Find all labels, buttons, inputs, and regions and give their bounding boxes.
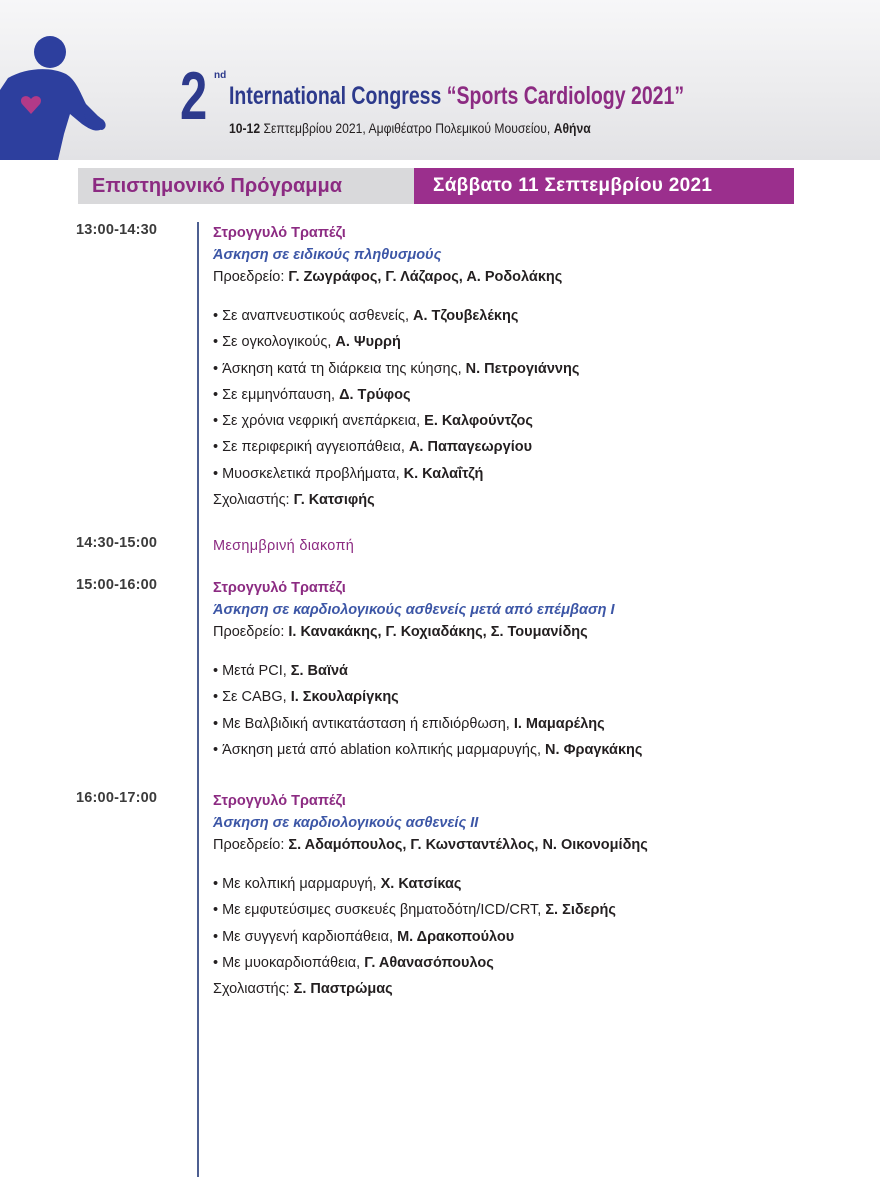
ordinal-suffix: nd [214,70,227,81]
session-content [213,535,853,558]
commentator-label: Σχολιαστής: [213,981,294,998]
congress-header [0,0,880,160]
list-item: • Με κολπική μαρμαρυγή, Χ. Κατσίκας [213,876,462,892]
list-item: • Σε CABG, Ι. Σκουλαρίγκης [213,689,399,706]
session-type: Στρογγυλό Τραπέζι [213,580,346,596]
list-item: • Μυοσκελετικά προβλήματα, Κ. Καλαΐτζή [213,465,484,482]
list-item: • Σε περιφερική αγγειοπάθεια, Α. Παπαγεωργίου [213,439,533,456]
runner-heart-logo-icon [0,30,112,160]
list-item: • Άσκηση κατά τη διάρκεια της κύησης, Ν. Πετρογιάννης [213,360,580,377]
session-time: 14:30-15:00 [76,535,158,551]
session-content [213,577,853,763]
commentator-name: Σ. Παστρώμας [293,981,393,998]
congress-subtitle [229,122,591,136]
list-item: • Με συγγενή καρδιοπάθεια, Μ. Δρακοπούλου [213,928,515,945]
session-commentator [213,487,853,513]
program-banner: Επιστημονικό Πρόγραμμα [78,168,414,204]
congress-city: Αθήνα [553,121,591,136]
list-item: • Με μυοκαρδιοπάθεια, Γ. Αθανασόπουλος [213,954,494,971]
session-time: 13:00-14:30 [76,222,158,238]
session-time: 15:00-16:00 [76,577,158,593]
congress-dates: 10-12 [229,121,261,136]
congress-title [229,84,684,109]
session-commentator [213,976,853,1002]
session-chairs [213,834,853,857]
break-label: Μεσημβρινή διακοπή [213,538,355,554]
list-item: • Με εμφυτεύσιμες συσκευές βηματοδότη/ICD/CRT, Σ. Σιδερής [213,902,616,919]
list-item: • Σε χρόνια νεφρική ανεπάρκεια, Ε. Καλφούντζος [213,413,533,430]
session-time: 16:00-17:00 [76,790,158,806]
list-item: • Άσκηση μετά από ablation κολπικής μαρμαρυγής, Ν. Φραγκάκης [213,741,643,758]
list-item: • Μετά PCI, Σ. Βαϊνά [213,663,348,679]
chairs-names: Ι. Κανακάκης, Γ. Κοχιαδάκης, Σ. Τουμανίδης [288,624,588,640]
list-item: • Σε ογκολογικούς, Α. Ψυρρή [213,334,401,351]
session-topic: Άσκηση σε ειδικούς πληθυσμούς [213,247,442,263]
chairs-label: Προεδρείο: [213,837,289,853]
session-content [213,790,853,1002]
congress-venue: Σεπτεμβρίου 2021, Αμφιθέατρο Πολεμικού Μουσείου, [260,121,554,136]
session-topic: Άσκηση σε καρδιολογικούς ασθενείς μετά από επέμβαση Ι [213,602,615,618]
chairs-names: Σ. Αδαμόπουλος, Γ. Κωνσταντέλλος, Ν. Οικονομίδης [288,837,648,853]
date-banner: Σάββατο 11 Σεπτεμβρίου 2021 [414,168,794,204]
list-item: • Σε αναπνευστικούς ασθενείς, Α. Τζουβελέκης [213,308,519,324]
chairs-label: Προεδρείο: [213,269,289,285]
ordinal-number: 2 [180,58,208,134]
chairs-label: Προεδρείο: [213,624,289,640]
congress-title-part1: International Congress [229,82,447,110]
commentator-label: Σχολιαστής: [213,492,294,509]
session-chairs [213,621,853,644]
session-content [213,222,853,513]
chairs-names: Γ. Ζωγράφος, Γ. Λάζαρος, Α. Ροδολάκης [288,269,563,285]
list-item: • Σε εμμηνόπαυση, Δ. Τρύφος [213,386,411,403]
congress-title-part2: “Sports Cardiology 2021” [446,82,685,110]
commentator-name: Γ. Κατσιφής [293,492,375,509]
timeline-divider [197,222,199,1177]
session-type: Στρογγυλό Τραπέζι [213,793,346,809]
session-type: Στρογγυλό Τραπέζι [213,225,346,241]
session-topic: Άσκηση σε καρδιολογικούς ασθενείς ΙΙ [213,815,479,831]
session-chairs [213,266,853,289]
list-item: • Με Βαλβιδική αντικατάσταση ή επιδιόρθωση, Ι. Μαμαρέλης [213,715,605,732]
